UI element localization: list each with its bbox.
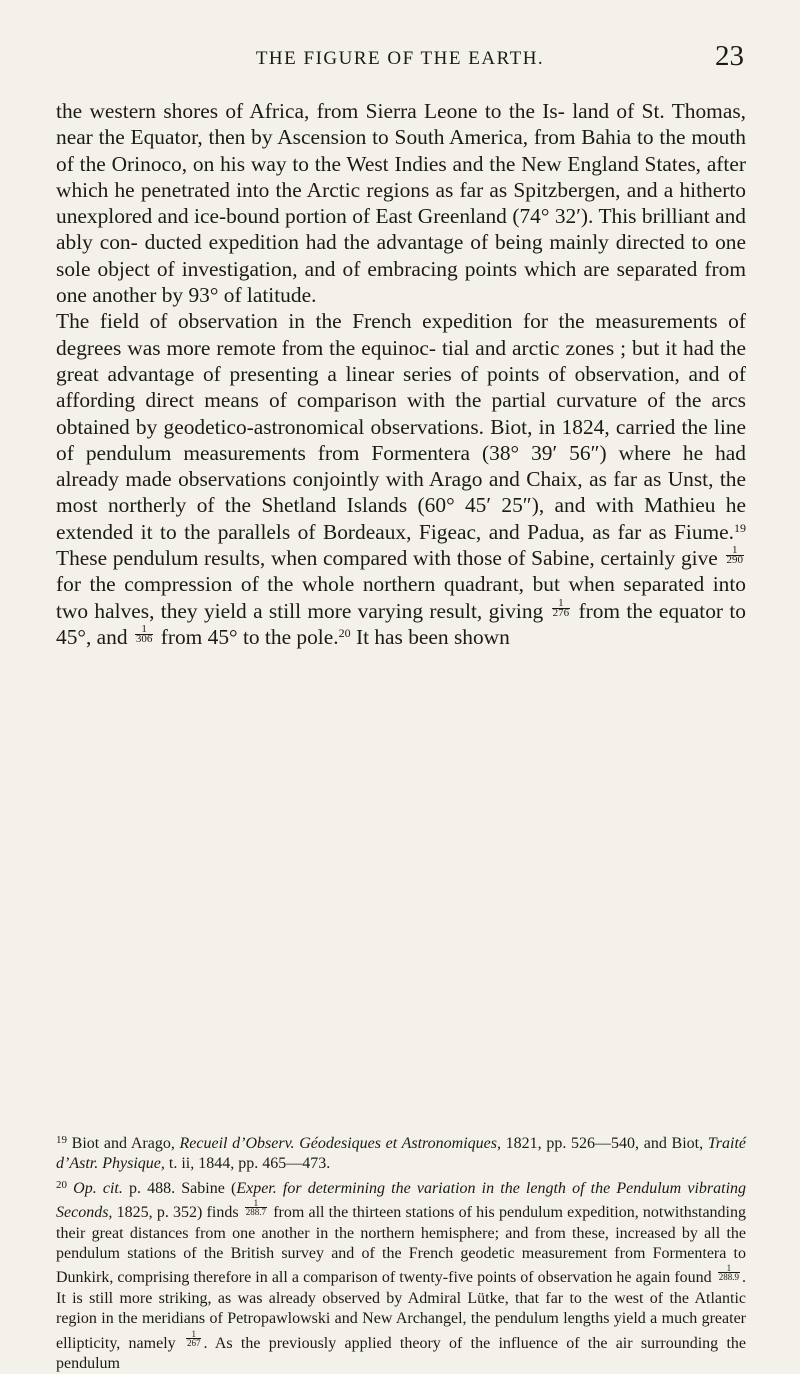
footnote-text: 1821, pp. 526—540, and Biot, <box>501 1135 708 1152</box>
paragraph-2-text-a: The field of observation in the French expedition for the measurements of degrees was more remote from the equinoc- tial and arctic zones ; but it had the great advantage of presenting a linear series of points of observation, and of affording direct means of comparison with the partial curvature of the arcs obtained by geodetico-astronomical observations. Biot, in 1824, carried the line of pendulum measurements from Formentera (38° 39′ 56″) where he had already made observations conjointly with Arago and Chaix, as far as Unst, the most northerly of the Shetland Islands (60° 45′ 25″), and with Mathieu he extended it to the parallels of Bordeaux, Figeac, and Padua, as far as Fiume. <box>56 309 746 544</box>
footnote-text: . As the previously applied theory of the influence of the air surrounding the pendulum <box>56 1334 747 1373</box>
page-header <box>56 40 744 88</box>
footnote-number: 20 <box>56 1178 67 1191</box>
fraction-numerator: 1 <box>552 599 571 609</box>
footnote-20 <box>56 1175 746 1374</box>
fraction-numerator: 1 <box>245 1199 267 1208</box>
main-text <box>56 98 746 650</box>
fraction-numerator: 1 <box>186 1330 202 1339</box>
fraction-sabine-twenty-five <box>718 1264 740 1281</box>
footnote-text: 1825, p. 352) finds <box>112 1204 243 1222</box>
footnote-title: Exper. for determining the variation in the length of the Pendulum vibrating Seconds, <box>56 1179 747 1222</box>
footnote-text: . It is still more striking, as was already observed by Admiral Lütke, that far to the west of the Atlantic region in the meridians of Petropawlowski and New Archangel, the pendulum lengths yield a much greater ellipticity, namely <box>56 1269 746 1352</box>
fraction-denominator: 290 <box>726 554 743 567</box>
paragraph-2-text-c: for the compression of the whole northern quadrant, but when separated into two halves, they yield a still more varying result, giving <box>56 572 746 623</box>
running-head: THE FIGURE OF THE EARTH. <box>255 48 545 69</box>
footnote-text: Biot and Arago, <box>67 1135 180 1152</box>
paragraph-2 <box>56 308 746 650</box>
fraction-compression-pole <box>135 622 154 645</box>
fraction-numerator: 1 <box>135 625 154 635</box>
fraction-sabine-thirteen <box>245 1199 267 1216</box>
fraction-numerator: 1 <box>726 546 745 556</box>
footnote-citation: Op. cit. <box>73 1179 123 1197</box>
fraction-compression-quadrant <box>726 546 745 565</box>
fraction-denominator: 288.7 <box>245 1207 266 1218</box>
fraction-denominator: 267 <box>186 1337 201 1348</box>
footnote-text: from all the thirteen stations of his pendulum expedition, notwithstanding their great distances from one another in the northern hemisphere; and from these, increased by all the pendulum stations of the British survey and of the French geodetic measurement from Formentera to Dunkirk, comprising therefore in all a comparison of twenty-five points of observation he again found <box>56 1204 746 1287</box>
footnote-text: t. ii, 1844, pp. 465—473. <box>164 1155 331 1173</box>
page-number: 23 <box>715 40 744 72</box>
fraction-numerator: 1 <box>718 1264 740 1273</box>
fraction-lutke <box>186 1330 202 1347</box>
footnote-ref-19: 19 <box>734 520 746 535</box>
footnote-19 <box>56 1130 746 1175</box>
fraction-denominator: 306 <box>135 632 153 645</box>
footnote-title: Recueil d’Observ. Géodesiques et Astronomiques, <box>179 1135 501 1152</box>
fraction-denominator: 276 <box>552 606 570 619</box>
footnotes <box>56 1130 746 1374</box>
paragraph-2-text-e: from 45° to the pole. <box>155 624 339 649</box>
footnote-number: 19 <box>56 1134 67 1146</box>
footnote-text: p. 488. Sabine ( <box>122 1179 237 1197</box>
paragraph-2-text-b: These pendulum results, when compared with those of Sabine, certainly give <box>56 546 724 571</box>
paragraph-2-text-f: It has been shown <box>350 624 510 649</box>
paragraph-1: the western shores of Africa, from Sierra Leone to the Is- land of St. Thomas, near the Equator, then by Ascension to South America, from Bahia to the mouth of the Orinoco, on his way to the West Indies and the New England States, after which he penetrated into the Arctic regions as far as Spitzbergen, and a hitherto unexplored and ice-bound portion of East Greenland (74° 32′). This brilliant and ably con- ducted expedition had the advantage of being mainly directed to one sole object of investigation, and of embracing points which are separated from one another by 93° of latitude. <box>56 99 746 308</box>
paragraph-2-text-d: from the equator to 45°, and <box>56 598 747 649</box>
footnote-title: Traité d’Astr. Physique, <box>56 1135 747 1173</box>
fraction-denominator: 288.9 <box>718 1272 739 1283</box>
footnote-ref-20: 20 <box>338 625 351 640</box>
fraction-compression-equator <box>552 596 571 619</box>
